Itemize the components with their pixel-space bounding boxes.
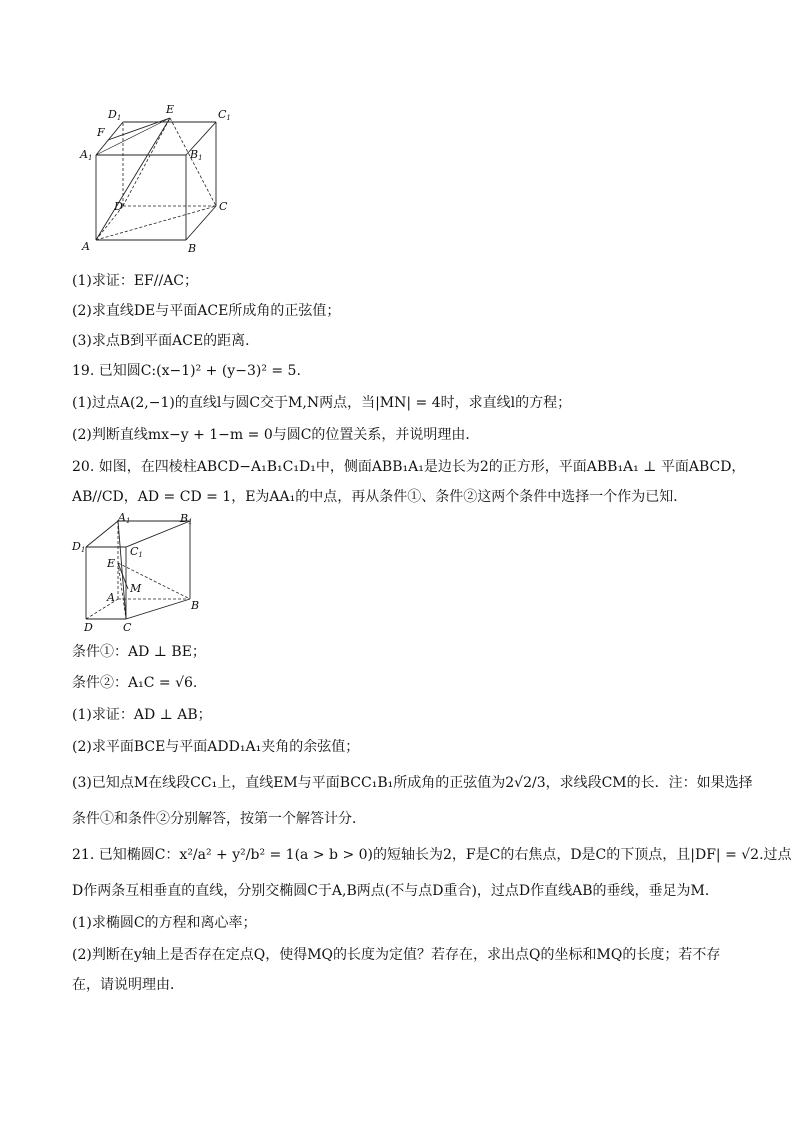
- edge-A1-D1: [86, 521, 118, 547]
- label-C1: C1: [130, 545, 143, 559]
- label-A1: A1: [80, 148, 93, 162]
- q19-part2: (2)判断直线mx−y + 1−m = 0与圆C的位置关系，并说明理由．: [72, 427, 480, 443]
- q18-part3: (3)求点B到平面ACE的距离．: [72, 333, 260, 349]
- q18-part1: (1)求证：EF//AC；: [72, 273, 199, 289]
- q20-condition2: 条件②：A₁C = √6.: [72, 675, 198, 691]
- edge-B-C: [186, 206, 216, 240]
- q20-stem-line2: AB//CD，AD = CD = 1，E为AA₁的中点，再从条件①、条件②这两个条件中选择一个作为已知．: [72, 489, 688, 505]
- prism-figure-q20: [70, 513, 210, 635]
- q21-stem-line1: 21. 已知椭圆C：x²/a² + y²/b² = 1(a > b > 0)的短轴长为2，F是C的右焦点，D是C的下顶点，且|DF| = √2.过点: [72, 847, 792, 863]
- label-C: C: [219, 200, 228, 213]
- segment-D-E: [123, 118, 170, 206]
- q21-part1: (1)求椭圆C的方程和离心率；: [72, 915, 257, 931]
- label-M: M: [130, 582, 142, 595]
- segment-E-B: [118, 563, 190, 599]
- q20-stem-line1: 20. 如图，在四棱柱ABCD−A₁B₁C₁D₁中，侧面ABB₁A₁是边长为2的正方形，平面ABB₁A₁ ⊥ 平面ABCD，: [72, 459, 746, 475]
- label-B1: B1: [180, 513, 193, 526]
- label-D1: D1: [72, 540, 86, 554]
- q19-stem: 19. 已知圆C:(x−1)² + (y−3)² = 5.: [72, 363, 301, 379]
- label-F: F: [97, 126, 105, 139]
- q20-condition1: 条件①：AD ⊥ BE；: [72, 644, 206, 660]
- segment-E-C: [170, 118, 216, 206]
- q21-stem-line2: D作两条互相垂直的直线，分别交椭圆C于A,B两点(不与点D重合)，过点D作直线AB的垂线，垂足为M．: [72, 883, 719, 899]
- q20-part3-cont: 条件①和条件②分别解答，按第一个解答计分．: [72, 811, 366, 827]
- label-E: E: [166, 103, 175, 116]
- q20-part1: (1)求证：AD ⊥ AB；: [72, 707, 212, 723]
- label-A: A: [107, 591, 115, 604]
- label-C: C: [123, 621, 132, 634]
- q21-part2-cont: 在，请说明理由．: [72, 977, 184, 993]
- label-A: A: [82, 240, 90, 253]
- cube-figure-q18: [78, 100, 238, 260]
- q20-part2: (2)求平面BCE与平面ADD₁A₁夹角的余弦值；: [72, 739, 360, 755]
- q18-part2: (2)求直线DE与平面ACE所成角的正弦值；: [72, 303, 341, 319]
- edge-C-B: [126, 599, 190, 619]
- q21-part2: (2)判断在y轴上是否存在定点Q，使得MQ的长度为定值？若存在，求出点Q的坐标和MQ的长度；若不存: [72, 947, 721, 963]
- label-B: B: [191, 599, 200, 612]
- label-D: D: [84, 621, 93, 634]
- label-D: D: [114, 200, 123, 213]
- label-A1: A1: [118, 513, 131, 525]
- q19-part1: (1)过点A(2,−1)的直线l与圆C交于M,N两点，当|MN| = 4时，求直线l的方程；: [72, 395, 572, 411]
- label-C1: C1: [218, 108, 231, 122]
- label-E: E: [107, 557, 116, 570]
- label-B1: B1: [190, 148, 203, 162]
- q20-part3: (3)已知点M在线段CC₁上，直线EM与平面BCC₁B₁所成角的正弦值为2√2/3，求线段CM的长．注：如果选择: [72, 775, 753, 791]
- label-D1: D1: [108, 108, 122, 122]
- label-B: B: [188, 242, 197, 255]
